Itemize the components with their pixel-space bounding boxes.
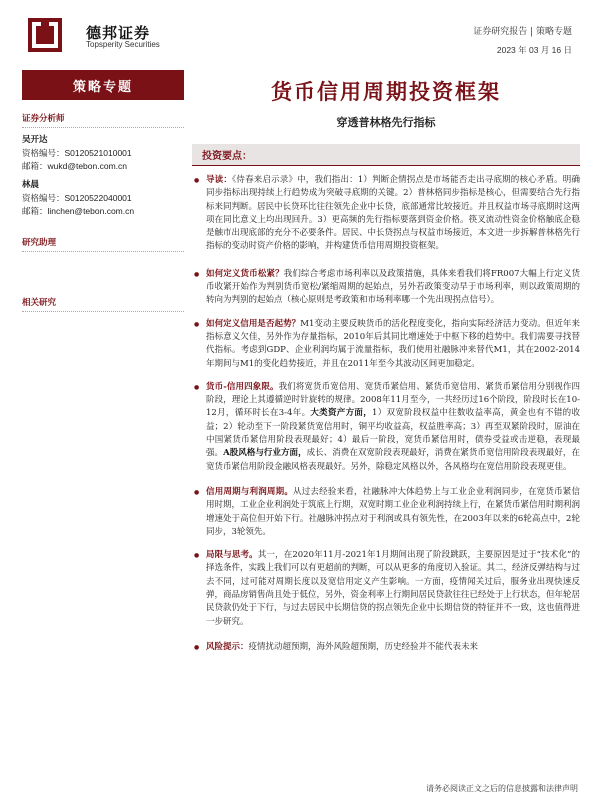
bullet-lead: 货币-信用四象限。 — [206, 381, 279, 392]
analyst-cert: 资格编号：S0120521010001 — [22, 148, 132, 158]
report-header — [0, 0, 600, 70]
bullet-emphasis: 大类资产方面， — [310, 408, 373, 419]
report-date: 2023 年 03 月 16 日 — [496, 45, 572, 55]
bullet-text: 我们综合考虑市场利率以及政策措施，具体来看我们将FR007大幅上行定义货币收紧开始作为判别货币宽松/紧缩周期的起始点，另外若政策变动早于市场利率，则以政策周期的转向为判别的起始点（核心原则是考政策和市场利率哪一个先出现拐点信号）。 — [206, 268, 580, 306]
analyst-block — [22, 179, 184, 218]
page-title: 货币信用周期投资框架 — [271, 80, 501, 104]
page-subtitle: 穿透普林格先行指标 — [336, 116, 436, 129]
analyst-email[interactable]: 邮箱：linchen@tebon.com.cn — [22, 206, 135, 216]
main-content — [192, 70, 580, 654]
bullet-emphasis: A股风格与行业方面， — [223, 448, 307, 459]
bullet-text: M1变动主要反映货币的活化程度变化，指向实际经济活力变动。但近年来指标意义欠佳，另外作为存量指标，2010年后其同比增速处于中枢下移的趋势中。我们需要寻找替代指标。考虑到GDP、企业利润均属于流量指标，我们使用社融脉冲来替代M1，其在2002-2014年期间与M1的变化趋势接近，并且在2011年至今其波动区间更加稳定。 — [206, 318, 580, 369]
bullet-lead: 风险提示： — [206, 641, 249, 652]
assistant-label: 研究助理 — [22, 232, 184, 252]
analyst-cert: 资格编号：S0120522040001 — [22, 193, 132, 203]
bullet-text: 成长、消费在双宽阶段表现最好，消费在紧货币宽信用阶段表现最好，在宽货币紧信用阶段金融风格表现最好。另外，除稳定风格以外，各风格均在宽信用阶段表现更佳。 — [206, 448, 580, 472]
bullet-lead: 导读： — [206, 175, 233, 185]
bullet-lead: 局限与思考。 — [206, 550, 258, 561]
bullet-monetary-tightness — [192, 268, 580, 308]
bullet-text: 疫情扰动超预期，海外风险超预期，历史经验并不能代表未来 — [248, 641, 479, 652]
bullet-lead: 如何定义信用是否起势？ — [206, 318, 301, 329]
bullet-text: 《侍春来启示录》中，我们指出：1）判断企情拐点是市场能否走出寻底期的核心矛盾。明确同步指标出现持续上行趋势成为突破寻底期的关键。2）普林格同步指标是核心，但需要结合先行指标来同判断。居民中长贷环比往往领先企业中长贷，底部通常比较接近。并且权益市场寻底期时这两项在同比意义上均出现回升。3）更高频的先行指标要落到资金价格。筷叉流动性资金价格触底企稳是触市出现底部的充分不必要条件。居民、中长贷拐点与权益市场接近，本文进一步拆解普林格先行指标的变动时资产价格的影响，并构建货币信用周期投资框架。 — [206, 175, 581, 252]
bullet-credit-profit-cycle — [192, 486, 580, 539]
bullet-text: 1）双宽阶段权益中往数收益率高，黄金也有不错的收益；2）轮动至下一阶段紧货宽信用时，铜平均收益高，权益胜率高；3）再至双紧阶段时，原油在中国紧货币紧信用阶段表现最好；4）最后一阶段，宽货币紧信用时，债券受益或击逆稳，表现最强。 — [206, 408, 580, 459]
legal-disclaimer: 请务必阅读正文之后的信息披露和法律声明 — [426, 784, 578, 793]
company-name-cn: 德邦证券 — [86, 24, 151, 42]
investment-points-header: 投资要点： — [192, 144, 580, 166]
bullet-lead: 信用周期与利润周期。 — [206, 486, 294, 497]
bullet-limitations — [192, 549, 580, 629]
bullet-intro — [192, 174, 580, 254]
sidebar — [22, 70, 184, 312]
analyst-email[interactable]: 邮箱：wukd@tebon.com.cn — [22, 161, 128, 171]
report-type: 证券研究报告 | 策略专题 — [473, 27, 572, 37]
bullet-risk-warning — [192, 641, 580, 654]
bullet-lead: 如何定义货币松紧？ — [206, 268, 284, 279]
related-research-label: 相关研究 — [22, 292, 184, 312]
bullet-four-quadrants — [192, 381, 580, 474]
report-tag: 策略专题 — [22, 70, 184, 100]
analysts-label: 证券分析师 — [22, 108, 184, 128]
analyst-name: 林晨 — [22, 180, 40, 190]
tebon-logo-icon — [28, 18, 62, 52]
company-name-en: Topsperity Securities — [86, 40, 160, 49]
analyst-block — [22, 134, 184, 173]
bullet-text: 其一，在2020年11月-2021年1月期间出现了阶段跳跃，主要原因是过于“技术化”的择选条件，实践上我们可以有更超前的判断，可以从更多的角度切入验证。其二，经济反弹结构与过去不同，过可能对周期长度以及宽信用定义产生影响。一方面，疫情闻关过后，服务业出现快速反弹，商品房销售尚且处于低位，另外，资金利率上行期间居民贷款往往已经处于上行状态，但年轮居民贷款仍处于下行，与过去居民中长期信贷的拐点领先企业中长期信贷的特征并不一致，这也值得进一步研究。 — [206, 550, 581, 627]
bullet-text: 从过去经验来看，社融脉冲大体趋势上与工业企业利润同步，在宽货币紧信用时期，工业企业利润处于筑底上行期，双宽时期工业企业利润持续上行，在紧货币紧信用时期利润增速处于高位但开始下行。社融脉冲拐点对于利润或具有领先性，在2003年以来的6轮高点中，2轮同步，3轮领先。 — [206, 486, 581, 537]
bullet-text: 我们将宽货币宽信用、宽货币紧信用、紧货币宽信用、紧货币紧信用分别视作四阶段，理论上其遵循逆时针旋转的规律。2008年11月至今，一共经历过16个阶段，阶段时长在10-12月，循环时长在3-4年。 — [206, 381, 580, 419]
analyst-name: 吴开达 — [22, 135, 48, 145]
bullet-credit-momentum — [192, 318, 580, 371]
